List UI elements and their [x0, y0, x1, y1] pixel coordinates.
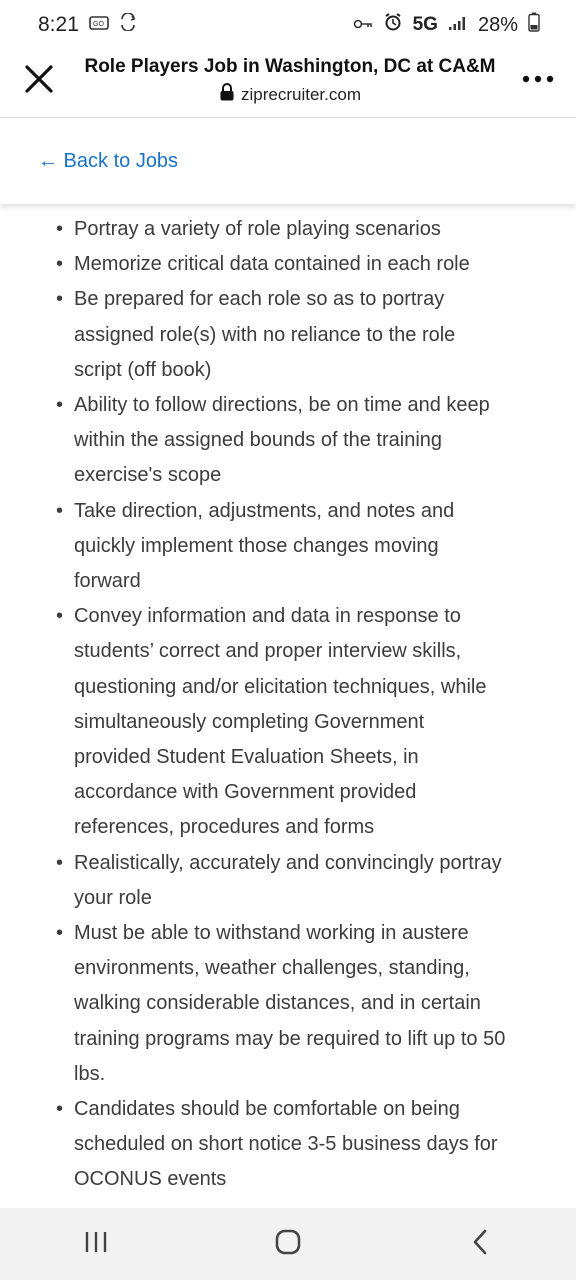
close-button[interactable]: [22, 62, 56, 96]
more-options-button[interactable]: [520, 68, 556, 90]
job-description: [0, 212, 576, 1208]
battery-percent: 28%: [477, 13, 518, 36]
back-bar: [0, 118, 576, 204]
svg-text:GO: GO: [92, 20, 104, 28]
close-icon: [22, 83, 56, 100]
recents-icon: [84, 1230, 108, 1259]
domain-line: [78, 83, 502, 106]
home-button[interactable]: [258, 1220, 318, 1268]
home-icon: [274, 1228, 302, 1261]
signal-icon: [448, 14, 468, 37]
lock-icon: [219, 83, 235, 106]
browser-url-bar: [0, 50, 576, 118]
sync-icon: [119, 13, 137, 37]
system-nav-bar: [0, 1208, 576, 1280]
status-time: 8:21: [38, 13, 79, 36]
network-type: 5G: [412, 14, 438, 35]
notification-icon: [89, 14, 109, 37]
alarm-icon: [383, 12, 403, 38]
back-button[interactable]: [450, 1220, 510, 1268]
list-item: • Be prepared for each role so as to portray assigned role(s) with no reliance to the role script (off book): [74, 282, 576, 388]
list-item: • Must be able to withstand working in austere environments, weather challenges, standing, walking considerable distances, and in certain training programs may be required to lift up to 50 lbs.: [74, 916, 576, 1092]
battery-icon: [528, 12, 540, 38]
title-block: [78, 56, 502, 106]
list-item: • Take direction, adjustments, and notes and quickly implement those changes moving forward: [74, 494, 576, 600]
key-icon: [353, 14, 373, 37]
recents-button[interactable]: [66, 1220, 126, 1268]
page-title: Role Players Job in Washington, DC at CA&M: [84, 56, 496, 77]
more-vert-icon: [520, 77, 556, 94]
domain-text: ziprecruiter.com: [241, 84, 361, 104]
back-icon: [470, 1228, 490, 1261]
back-to-jobs-link[interactable]: ← Back to Jobs: [38, 150, 179, 172]
status-bar: [0, 0, 576, 50]
list-item: • Convey information and data in response to students’ correct and proper interview skills, questioning and/or elicitation techniques, while simultaneously completing Government provided Student Evaluation Sheets, in accordance with Government provided references, procedures and forms: [74, 599, 576, 845]
list-item: • Portray a variety of role playing scenarios: [74, 212, 576, 247]
list-item: • Ability to follow directions, be on time and keep within the assigned bounds of the training exercise's scope: [74, 388, 576, 494]
duties-list: [0, 212, 576, 1198]
list-item: • Realistically, accurately and convincingly portray your role: [74, 846, 576, 916]
list-item: • Memorize critical data contained in each role: [74, 247, 576, 282]
list-item: • Candidates should be comfortable on being scheduled on short notice 3-5 business days for OCONUS events: [74, 1092, 576, 1198]
